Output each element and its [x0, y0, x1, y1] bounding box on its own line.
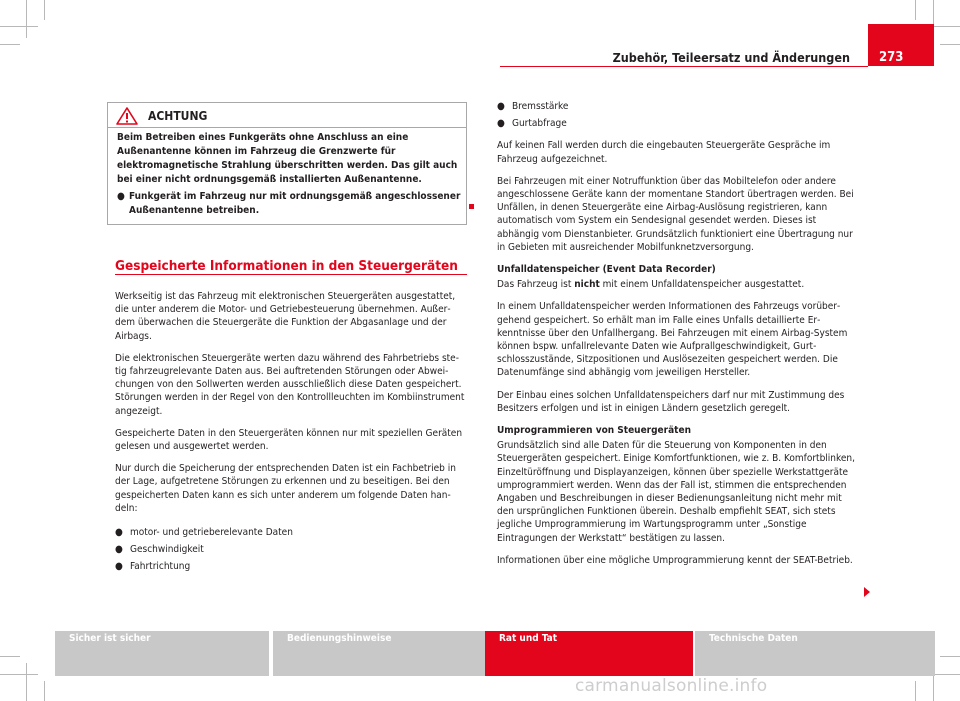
warning-bullet-text: Funkgerät im Fahrzeug nur mit ordnungsgemäß angeschlossener Außenantenne betreiben. — [129, 191, 461, 216]
subheading: Unfalldatenspeicher (Event Data Recorder) — [497, 264, 716, 276]
page-number-box — [868, 24, 934, 66]
tab-label: Rat und Tat — [499, 633, 558, 644]
tab-label: Bedienungshinweise — [287, 633, 392, 644]
crop-mark — [940, 656, 960, 657]
chapter-title: Zubehör, Teileersatz und Änderungen — [612, 50, 850, 65]
paragraph: Nur durch die Speicherung der entsprechenden Daten ist ein Fachbetrieb in der Lage, aufgetretene Störungen zu erkennen und zu beseitigen. Bei den gespeicherten Daten kann es sich unter anderem um folgende Daten handeln: — [115, 463, 456, 514]
crop-mark — [0, 44, 20, 45]
left-column — [115, 290, 467, 578]
bullet-icon: ● — [497, 118, 505, 130]
list-item — [115, 526, 467, 539]
list-item — [497, 117, 855, 130]
crop-mark — [26, 0, 27, 38]
paragraph: Werkseitig ist das Fahrzeug mit elektronischen Steuergeräten ausgestattet, die unter anderem die Motor- und Getriebesteuerung übernehmen. Außerdem überwachen die Steuergeräte die Funktion der Abgasanlage und der Airbags. — [115, 291, 456, 342]
warning-box — [107, 102, 467, 225]
section-title: Gespeicherte Informationen in den Steuergeräten — [115, 258, 458, 274]
subheading: Umprogrammieren von Steuergeräten — [497, 425, 691, 437]
warning-text: Beim Betreiben eines Funkgeräts ohne Anschluss an eine Außenantenne können im Fahrzeug die Grenzwerte für elektromagnetische Strahlung überschritten werden. Das gilt auch bei einer nicht ordnungsgemäß installierten Außenantenne. — [117, 132, 458, 185]
tab-label: Sicher ist sicher — [69, 633, 151, 644]
footer-nav — [55, 631, 935, 676]
bullet-icon: ● — [115, 527, 123, 539]
crop-mark — [44, 0, 45, 20]
list-item-text: motor- und getrieberelevante Daten — [130, 527, 293, 539]
paragraph: Die elektronischen Steuergeräte werten dazu während des Fahrbetriebs stetig fahrzeugrelevante Daten aus. Bei auftretenden Störungen oder Abweichungen von den Sollwerten werden ausschließlich diese Daten gespeichert. Störungen werden in der Regel von den Kontrollleuchten im Kombiinstrument angezeigt. — [115, 352, 465, 417]
warning-title: ACHTUNG — [148, 109, 208, 123]
end-marker-icon — [469, 204, 474, 209]
list-item-text: Bremsstärke — [512, 101, 569, 112]
emphasis-text: nicht — [574, 279, 600, 291]
paragraph-text: Das Fahrzeug ist — [497, 279, 575, 291]
tab-sicher-ist-sicher[interactable] — [55, 631, 269, 676]
crop-mark — [915, 681, 916, 701]
list-item — [115, 560, 467, 573]
list-item-text: Fahrtrichtung — [130, 561, 191, 573]
warning-bullet — [117, 190, 462, 218]
list-item-text: Gurtabfrage — [512, 118, 567, 130]
paragraph: Der Einbau eines solchen Unfalldatenspeichers darf nur mit Zustimmung des Besitzers erfolgen und ist in einigen Ländern gesetzlich geregelt. — [497, 389, 845, 414]
paragraph: Informationen über eine mögliche Umprogrammierung kennt der SEAT-Betrieb. — [497, 554, 853, 566]
paragraph: Gespeicherte Daten in den Steuergeräten können nur mit speziellen Geräten gelesen und ausgewertet werden. — [115, 427, 463, 453]
list-item — [497, 100, 855, 113]
paragraph-text: mit einem Unfalldatenspeicher ausgestattet. — [599, 279, 805, 291]
warning-header — [108, 103, 466, 127]
crop-mark — [0, 26, 38, 27]
paragraph: Bei Fahrzeugen mit einer Notruffunktion über das Mobiltelefon oder andere angeschlossene Geräte kann der momentane Standort übertragen werden. Bei Unfällen, in denen Steuergeräte eine Airbag-Auslösung registrieren, kann automatisch vom System ein Sendesignal gesendet werden. Dieses ist abhängig vom Dienstanbieter. Grundsätzlich funktioniert eine Übertragung nur in Gebieten mit ausreichender Mobilfunknetzversorgung. — [497, 175, 854, 253]
header-rule — [500, 66, 868, 67]
section-rule — [115, 274, 467, 275]
crop-mark — [0, 656, 20, 657]
bullet-icon: ● — [117, 191, 125, 202]
page-number: 273 — [879, 50, 904, 65]
bullet-icon: ● — [115, 544, 123, 556]
crop-mark — [44, 681, 45, 701]
tab-rat-und-tat[interactable] — [485, 631, 693, 676]
crop-mark — [940, 44, 960, 45]
crop-mark — [0, 674, 38, 675]
tab-technische-daten[interactable] — [695, 631, 935, 676]
bullet-icon: ● — [115, 561, 123, 573]
paragraph: Grundsätzlich sind alle Daten für die Steuerung von Komponenten in den Steuergeräten gespeichert. Einige Komfortfunktionen, wie z. B. Komfortblinken, Einzeltüröffnung und Displayanzeigen, können über spezielle Werkstattgeräte umprogrammiert werden. Wenn das der Fall ist, stimmen die entsprechenden Angaben und Beschreibungen in dieser Bedienungsanleitung nicht mehr mit den ursprünglichen Funktionen überein. Deshalb empfiehlt SEAT, sich stets jegliche Umprogrammierung im Wartungsprogramm unter „Sonstige Eintragungen der Werkstatt“ bestätigen zu lassen. — [497, 440, 855, 544]
crop-mark — [915, 0, 916, 20]
paragraph: In einem Unfalldatenspeicher werden Informationen des Fahrzeugs vorübergehend gespeichert. So erhält man im Falle eines Unfalls detaillierte Erkenntnisse über den Unfallhergang. Bei Fahrzeugen mit einem Airbag-System können bspw. unfallrelevante Daten wie Aufprallgeschwindigkeit, Gurtschlosszustände, Sitzpositionen und Auslösezeiten gespeichert werden. Die Datenumfänge sind abhängig vom jeweiligen Hersteller. — [497, 301, 848, 379]
paragraph — [497, 278, 855, 291]
watermark: carmanualsonline.info — [575, 676, 768, 696]
crop-mark — [26, 663, 27, 701]
bullet-icon: ● — [497, 101, 505, 112]
warning-body — [117, 131, 462, 218]
tab-bedienungshinweise[interactable] — [273, 631, 487, 676]
warning-triangle-icon — [116, 107, 138, 125]
continue-arrow-icon — [864, 587, 870, 597]
right-column — [497, 100, 855, 576]
warning-separator — [108, 127, 466, 128]
list-item — [115, 543, 467, 556]
list-item-text: Geschwindigkeit — [130, 544, 204, 556]
paragraph: Auf keinen Fall werden durch die eingebauten Steuergeräte Gespräche im Fahrzeug aufgezeichnet. — [497, 140, 831, 165]
tab-label: Technische Daten — [709, 633, 798, 644]
